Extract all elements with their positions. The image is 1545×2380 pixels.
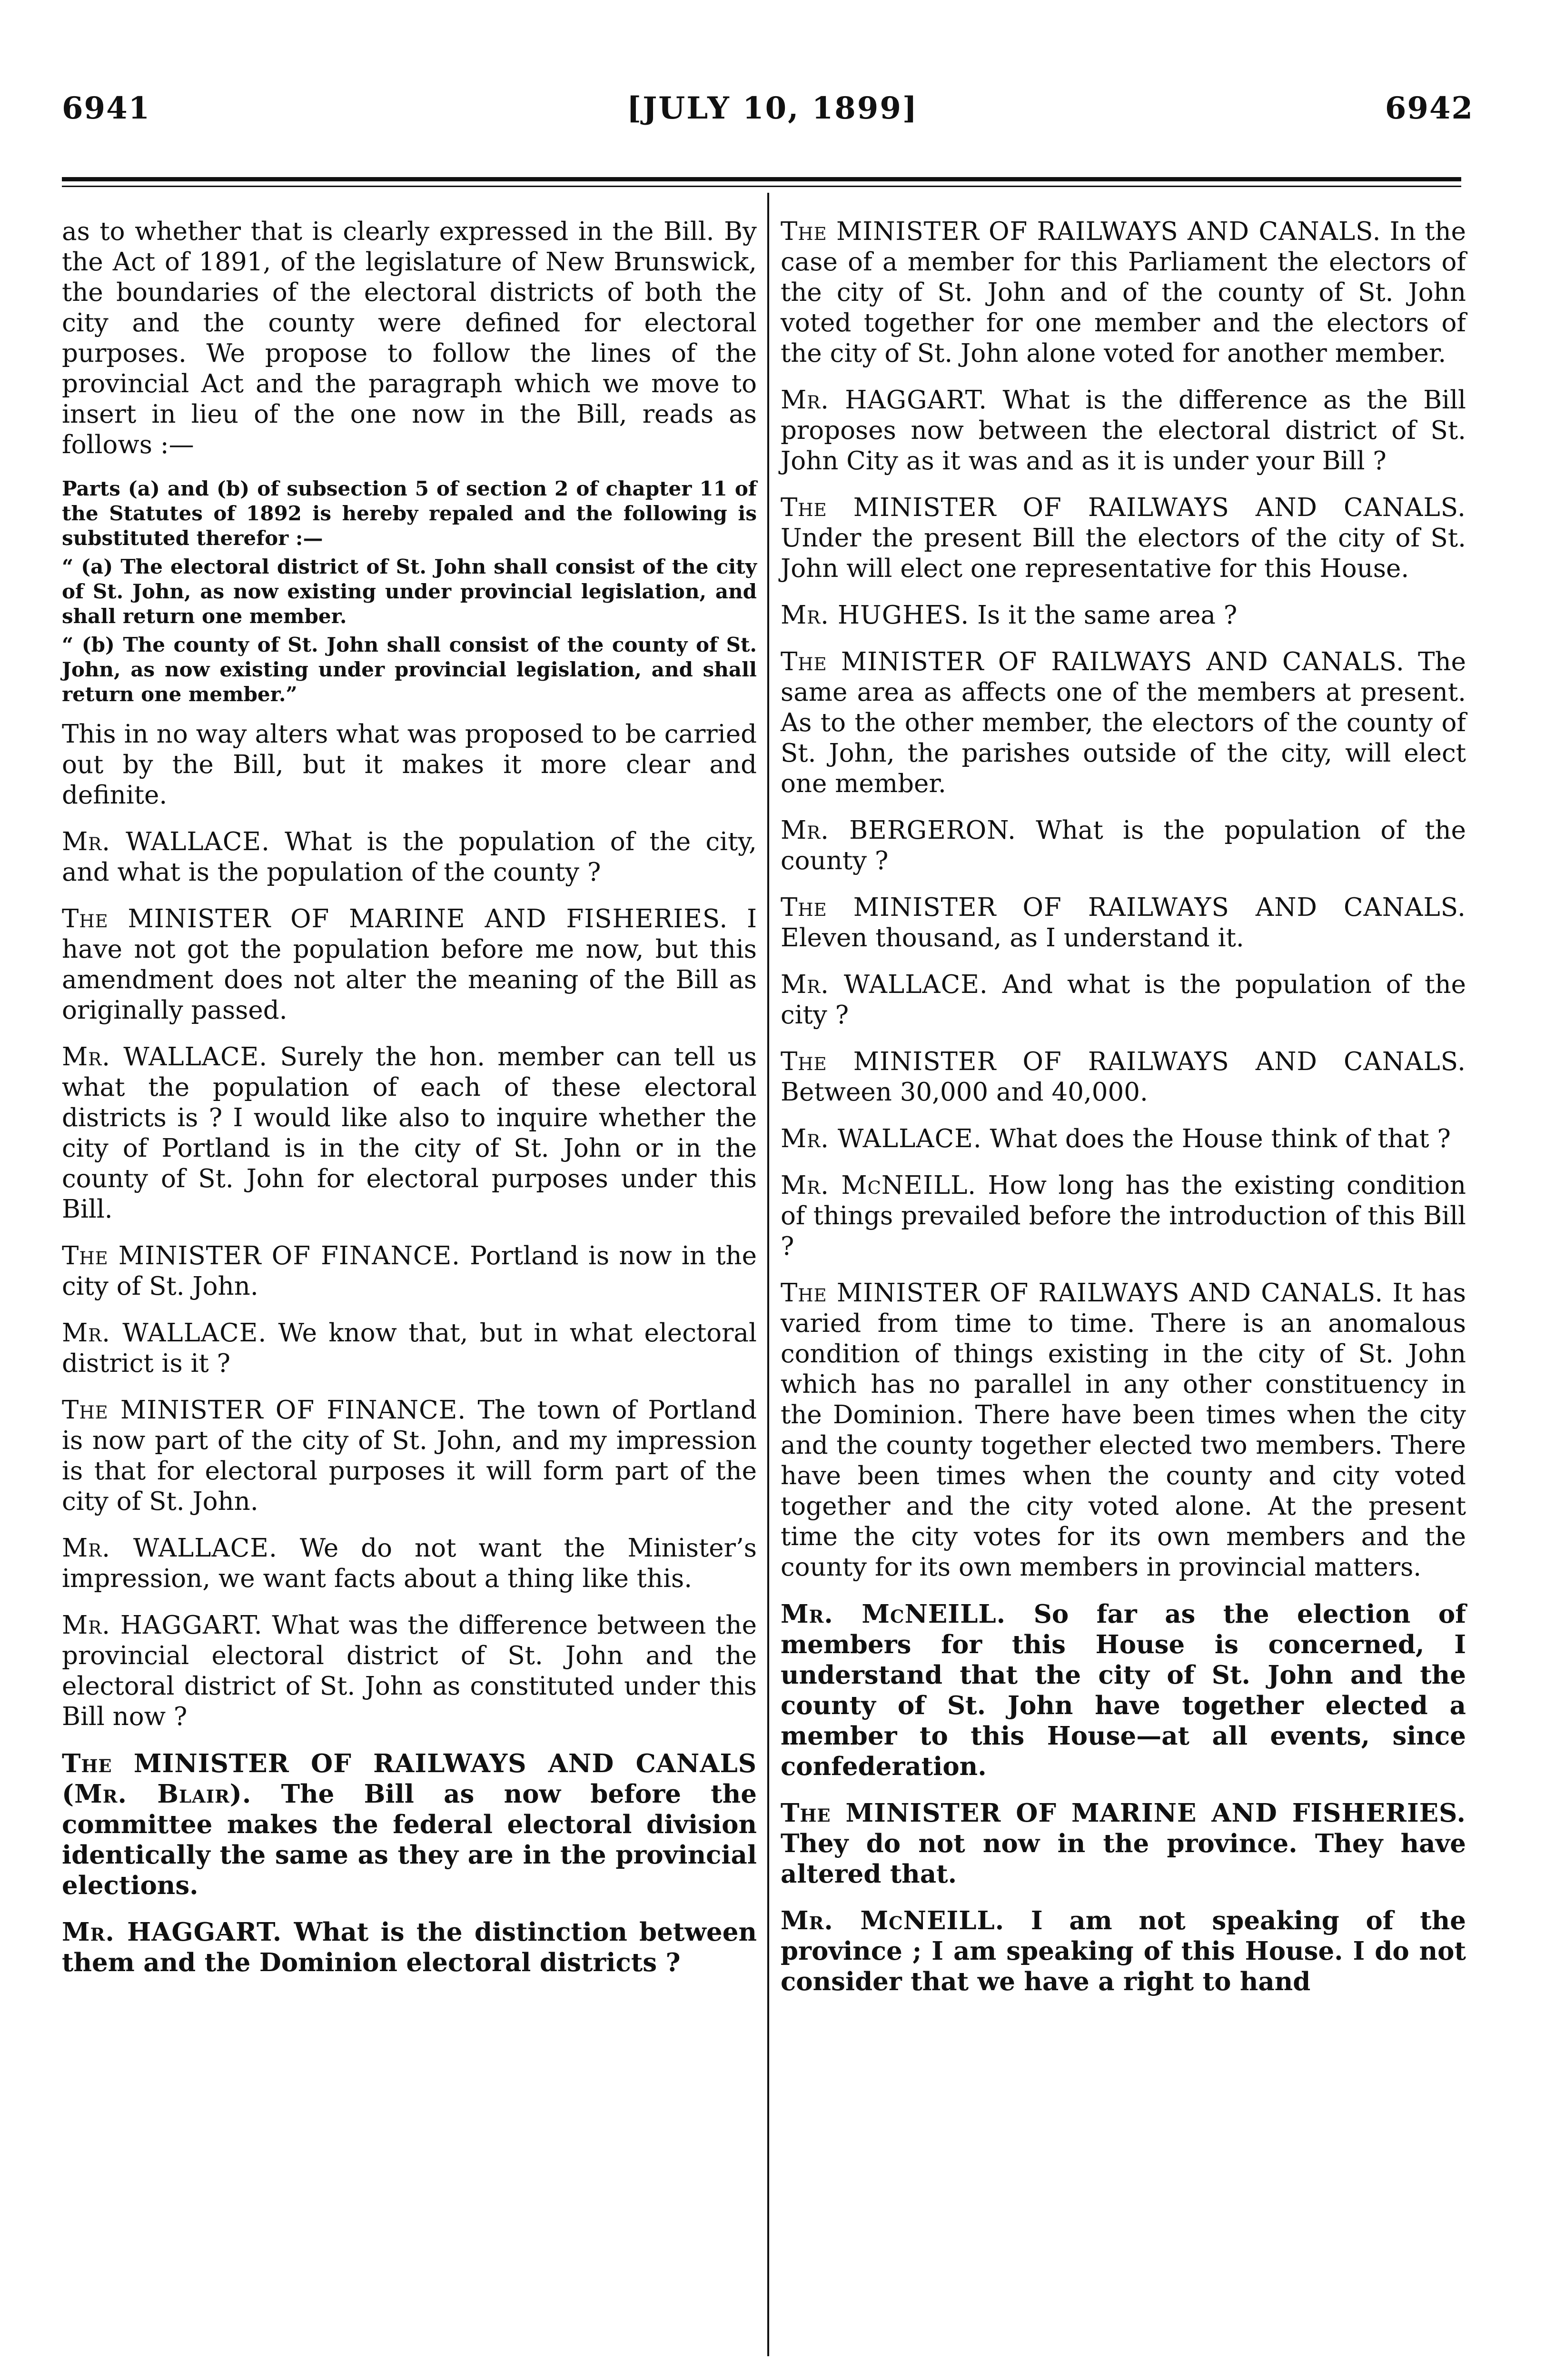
speech: Mr. WALLACE. We do not want the Minister’s impression, we want facts about a thing like this.	[62, 1534, 757, 1593]
right-column	[781, 217, 1466, 2013]
speaker: The MINISTER OF RAILWAYS AND CANALS.	[781, 493, 1466, 522]
speech: Mr. BERGERON. What is the population of the county ?	[781, 816, 1466, 875]
speaker: Mr. WALLACE.	[62, 827, 270, 856]
speech: The MINISTER OF RAILWAYS AND CANALS. The same area as affects one of the members at present. As to the other member, the electors of the county of St. John, the parishes outside of the city, will elect one member.	[781, 647, 1466, 798]
speaker: The MINISTER OF MARINE AND FISHERIES.	[62, 904, 728, 933]
speaker: Mr. McNEILL.	[781, 1906, 1005, 1935]
speaker: Mr. WALLACE.	[62, 1042, 268, 1071]
speech: Mr. HAGGART. What is the difference as the Bill proposes now between the electoral district of St. John City as it was and as it is under your Bill ?	[781, 386, 1466, 476]
quoted-text: Parts (a) and (b) of subsection 5 of section 2 of chapter 11 of the Statutes of 1892 is hereby repaled and the following is substituted therefor :—	[62, 477, 757, 550]
speaker: Mr. HAGGART.	[781, 386, 988, 415]
speaker: The MINISTER OF RAILWAYS AND CANALS.	[781, 1047, 1466, 1076]
paragraph: This in no way alters what was proposed to be carried out by the Bill, but it makes it more clear and definite.	[62, 720, 757, 810]
page-header	[0, 90, 1545, 143]
quoted-text: “ (b) The county of St. John shall consist of the county of St. John, as now existing under provincial legislation, and shall return one member.”	[62, 633, 757, 706]
speech: Mr. HAGGART. What is the distinction between them and the Dominion electoral districts ?	[62, 1917, 757, 1977]
speech: The MINISTER OF RAILWAYS AND CANALS. Between 30,000 and 40,000.	[781, 1047, 1466, 1107]
speech: The MINISTER OF RAILWAYS AND CANALS. It has varied from time to time. There is an anomalous condition of things existing in the city of St. John which has no parallel in any other constituency in the Dominion. There have been times when the city and the county together elected two members. There have been times when the county and city voted together and the city voted alone. At the present time the city votes for its own members and the county for its own members in provincial matters.	[781, 1279, 1466, 1582]
header-rule-top	[62, 177, 1461, 181]
speaker: Mr. WALLACE.	[62, 1534, 277, 1563]
speech: Mr. WALLACE. Surely the hon. member can tell us what the population of each of these electoral districts is ? I would like also to inquire whether the city of Portland is in the city of St. John or in the county of St. John for electoral purposes under this Bill.	[62, 1042, 757, 1224]
column-divider	[767, 193, 769, 2356]
speaker: The MINISTER OF RAILWAYS AND CANALS.	[781, 1279, 1384, 1308]
speech: Mr. McNEILL. How long has the existing condition of things prevailed before the introduction of this Bill ?	[781, 1171, 1466, 1261]
speaker: Mr. HAGGART.	[62, 1917, 282, 1947]
speaker: The MINISTER OF RAILWAYS AND CANALS.	[781, 647, 1405, 676]
speaker: Mr. WALLACE.	[781, 970, 988, 999]
speaker: The MINISTER OF FINANCE.	[62, 1396, 466, 1425]
speaker: Mr. WALLACE.	[781, 1124, 982, 1153]
speaker: Mr. HAGGART.	[62, 1611, 263, 1640]
speaker: The MINISTER OF MARINE AND FISHERIES.	[781, 1798, 1466, 1828]
speaker: The MINISTER OF FINANCE.	[62, 1241, 460, 1270]
speech: Mr. McNEILL. I am not speaking of the province ; I am speaking of this House. I do not consider that we have a right to hand	[781, 1906, 1466, 1996]
speech: The MINISTER OF RAILWAYS AND CANALS. Eleven thousand, as I understand it.	[781, 893, 1466, 952]
speech: The MINISTER OF FINANCE. Portland is now in the city of St. John.	[62, 1241, 757, 1301]
speech: Mr. WALLACE. What is the population of the city, and what is the population of the county ?	[62, 827, 757, 887]
speech: The MINISTER OF FINANCE. The town of Portland is now part of the city of St. John, and my impression is that for electoral purposes it will form part of the city of St. John.	[62, 1396, 757, 1516]
paragraph: as to whether that is clearly expressed in the Bill. By the Act of 1891, of the legislature of New Brunswick, the boundaries of the electoral districts of both the city and the county were defined for electoral purposes. We propose to follow the lines of the provincial Act and the paragraph which we move to insert in lieu of the one now in the Bill, reads as follows :—	[62, 217, 757, 459]
speech: Mr. McNEILL. So far as the election of members for this House is concerned, I understand that the city of St. John and the county of St. John have together elected a member to this House—at all events, since confederation.	[781, 1599, 1466, 1781]
speech: Mr. WALLACE. We know that, but in what electoral district is it ?	[62, 1319, 757, 1378]
speaker: The MINISTER OF RAILWAYS AND CANALS.	[781, 893, 1466, 922]
speaker: Mr. WALLACE.	[62, 1319, 267, 1348]
speech: Mr. HAGGART. What was the difference between the provincial electoral district of St. John and the electoral district of St. John as constituted under this Bill now ?	[62, 1611, 757, 1731]
speech: Mr. HUGHES. Is it the same area ?	[781, 601, 1238, 630]
speaker: Mr. BERGERON.	[781, 816, 1016, 845]
speech: The MINISTER OF RAILWAYS AND CANALS. Under the present Bill the electors of the city of St. John will elect one representative for this House.	[781, 493, 1466, 583]
speech: Mr. WALLACE. What does the House think of that ?	[781, 1124, 1451, 1153]
speaker: The MINISTER OF RAILWAYS AND CANALS (Mr. Blair).	[62, 1749, 757, 1809]
speech: The MINISTER OF RAILWAYS AND CANALS. In the case of a member for this Parliament the electors of the city of St. John and of the county of St. John voted together for one member and the electors of the city of St. John alone voted for another member.	[781, 217, 1466, 368]
quoted-text: “ (a) The electoral district of St. John shall consist of the city of St. John, as now existing under provincial legislation, and shall return one member.	[62, 555, 757, 628]
speaker: Mr. McNEILL.	[781, 1171, 977, 1200]
page-number-right: 6942	[1385, 90, 1474, 126]
speaker: The MINISTER OF RAILWAYS AND CANALS.	[781, 217, 1381, 246]
speaker: Mr. McNEILL.	[781, 1599, 1006, 1629]
speech: The MINISTER OF MARINE AND FISHERIES. I have not got the population before me now, but this amendment does not alter the meaning of the Bill as originally passed.	[62, 904, 757, 1025]
left-column	[62, 217, 757, 1994]
speaker: Mr. HUGHES.	[781, 601, 970, 630]
page-number-left: 6941	[62, 90, 151, 126]
header-rule-bottom	[62, 186, 1461, 187]
header-date: [JULY 10, 1899]	[626, 90, 919, 126]
speech: Mr. WALLACE. And what is the population of the city ?	[781, 970, 1466, 1030]
speech: The MINISTER OF RAILWAYS AND CANALS (Mr. Blair). The Bill as now before the committee makes the federal electoral division identically the same as they are in the provincial elections.	[62, 1749, 757, 1900]
speech: The MINISTER OF MARINE AND FISHERIES. They do not now in the province. They have altered that.	[781, 1798, 1466, 1889]
